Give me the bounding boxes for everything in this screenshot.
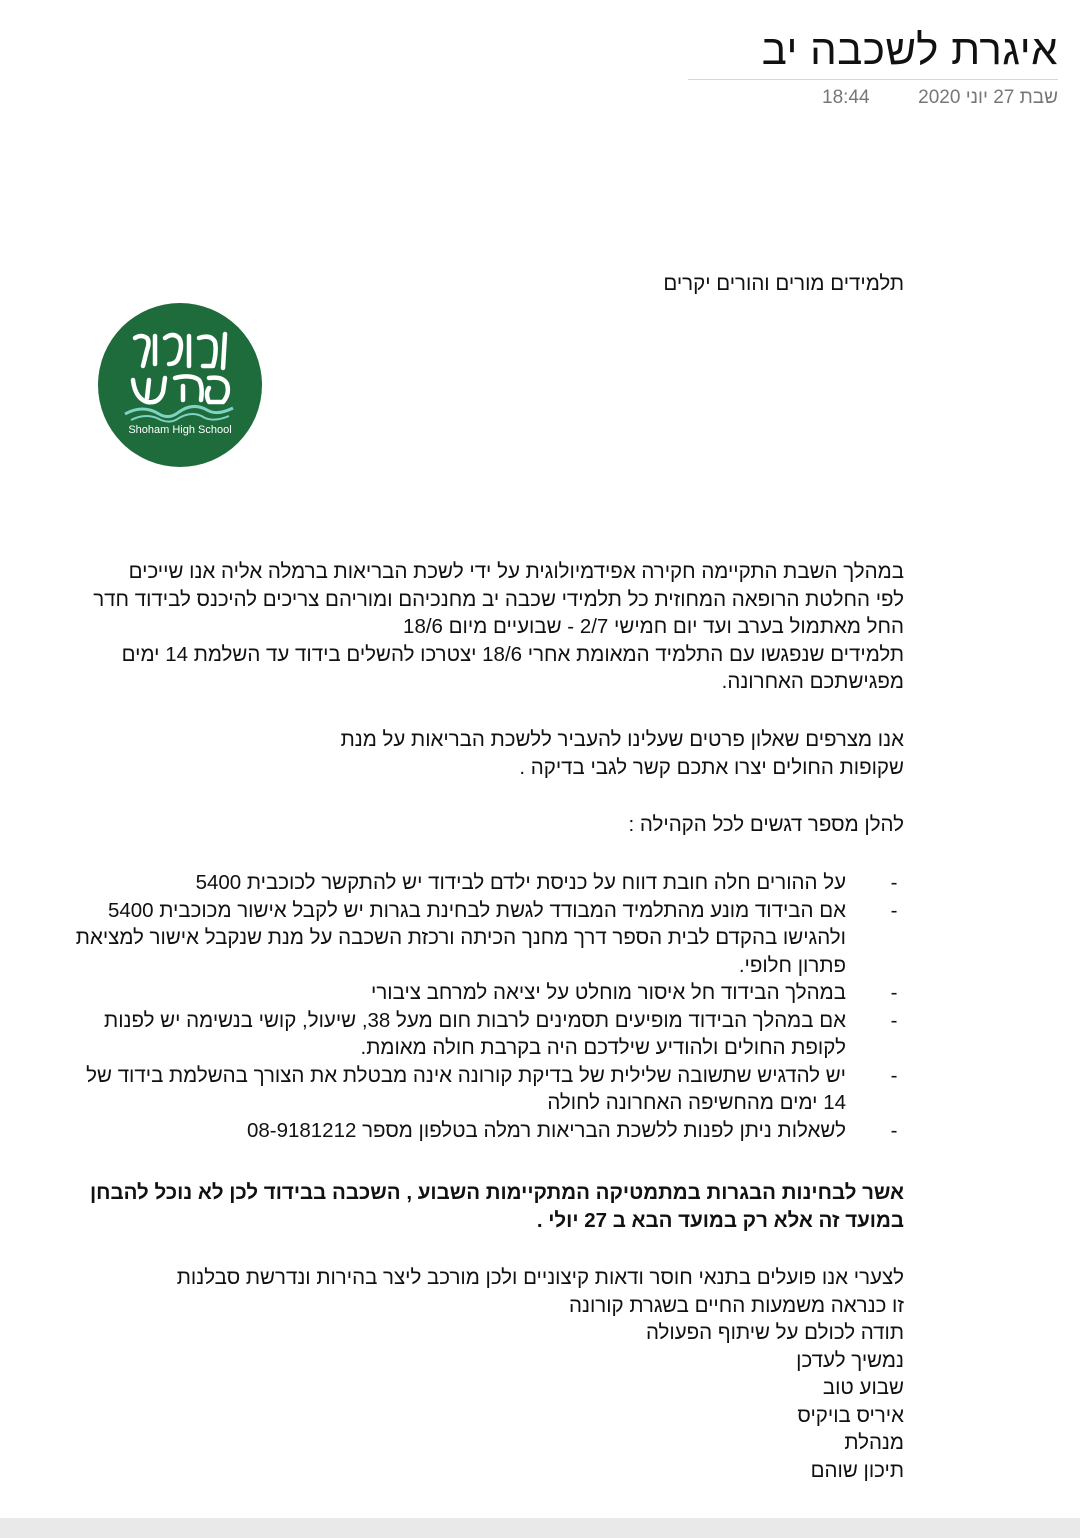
list-item-line: פתרון חלופי. bbox=[738, 953, 846, 977]
closing-signature bbox=[30, 1264, 904, 1484]
list-item-line: על ההורים חלה חובת דווח על כניסת ילדם לבידוד יש להתקשר לכוכבית 5400 bbox=[195, 871, 846, 894]
exam-notice-line: אשר לבחינות הבגרות במתמטיקה המתקיימות השבוע , השכבה בבידוד לכן לא נוכל להבחן bbox=[89, 1181, 904, 1204]
list-item-line: 14 ימים מהחשיפה האחרונה לחולה bbox=[547, 1091, 846, 1114]
closing-line: לצערי אנו פועלים בתנאי חוסר ודאות קיצוניים ולכן מורכב ליצר בהירות ונדרשת סבלנות bbox=[176, 1266, 904, 1289]
paragraph-isolation-decision bbox=[30, 558, 904, 696]
exam-notice-line: במועד זה אלא רק במועד הבא ב 27 יולי . bbox=[536, 1208, 904, 1232]
list-item-line: אם במהלך הבידוד מופיעים תסמינים לרבות חום מעל 38, שיעול, קושי בנשימה יש לפנות bbox=[104, 1008, 846, 1032]
bullet-dash: - bbox=[890, 1118, 898, 1142]
paragraph-line: לפי החלטת הרופאה המחוזית כל תלמידי שכבה יב מחנכיהם ומוריהם צריכים להיכנס לבידוד חדר bbox=[93, 587, 904, 611]
logo-english-text: Shoham High School bbox=[128, 424, 232, 436]
list-item-line: אם הבידוד מונע מהתלמיד המבודד לגשת לבחינת בגרות יש לקבל אישור מכוכבית 5400 bbox=[107, 898, 846, 922]
list-item bbox=[30, 897, 904, 980]
signer-role: מנהלת bbox=[844, 1431, 904, 1454]
list-item bbox=[30, 979, 904, 1007]
page-title: איגרת לשכבה יב bbox=[761, 26, 1058, 73]
closing-line: תודה לכולם על שיתוף הפעולה bbox=[645, 1321, 904, 1344]
closing-line: זו כנראה משמעות החיים בשגרת קורונה bbox=[568, 1293, 904, 1317]
emphasis-intro bbox=[30, 811, 904, 839]
paragraph-questionnaire bbox=[30, 726, 904, 781]
greeting-line: תלמידים מורים והורים יקרים bbox=[663, 272, 904, 295]
post-date: שבת 27 יוני 2020 bbox=[918, 87, 1058, 108]
bullet-dash: - bbox=[890, 981, 898, 1004]
bullet-dash: - bbox=[890, 1063, 898, 1087]
signer-name: איריס בויקיס bbox=[797, 1403, 904, 1427]
list-item bbox=[30, 1117, 904, 1145]
list-item-line: במהלך הבידוד חל איסור מוחלט על יציאה למרחב ציבורי bbox=[371, 981, 846, 1004]
school-logo bbox=[97, 302, 263, 468]
bullet-dash: - bbox=[890, 898, 898, 922]
list-item-line: יש להדגיש שתשובה שלילית של בדיקת קורונה אינה מבטלת את הצורך בהשלמת בידוד של bbox=[86, 1063, 846, 1087]
paragraph-line: במהלך השבת התקיימה חקירה אפידמיולוגית על ידי לשכת הבריאות ברמלה אליה אנו שייכים bbox=[128, 560, 904, 583]
paragraph-line: מפגישתכם האחרונה. bbox=[721, 670, 904, 693]
paragraph-line: החל מאתמול בערב ועד יום חמישי 2/7 - שבועיים מיום 18/6 bbox=[403, 615, 904, 638]
greeting bbox=[30, 270, 904, 298]
closing-line: נמשיך לעדכן bbox=[796, 1348, 904, 1372]
paragraph-line: שקופות החולים יצרו אתכם קשר לגבי בדיקה . bbox=[519, 755, 904, 779]
closing-line: שבוע טוב bbox=[822, 1376, 904, 1399]
list-item-line: לקופת החולים ולהודיע שילדכם היה בקרבת חולה מאומת. bbox=[360, 1036, 846, 1059]
list-item-line: לשאלות ניתן לפנות ללשכת הבריאות רמלה בטלפון מספר 08-9181212 bbox=[246, 1118, 846, 1142]
bullet-dash: - bbox=[890, 871, 898, 894]
list-item bbox=[30, 869, 904, 897]
paragraph-line: תלמידים שנפגשו עם התלמיד המאומת אחרי 18/6 יצטרכו להשלים בידוד עד השלמת 14 ימים bbox=[121, 642, 904, 666]
post-time: 18:44 bbox=[822, 87, 870, 108]
title-divider bbox=[688, 79, 1058, 80]
list-item-line: ולהגישו בהקדם לבית הספר דרך מחנך הכיתה ורכזת השכבה על מנת שנקבל אישור למציאת bbox=[75, 926, 846, 949]
bullet-dash: - bbox=[890, 1008, 898, 1032]
list-item bbox=[30, 1062, 904, 1117]
school-name: תיכון שוהם bbox=[810, 1458, 904, 1482]
exam-notice bbox=[30, 1179, 904, 1234]
emphasis-list bbox=[30, 869, 904, 1144]
emphasis-intro-line: להלן מספר דגשים לכל הקהילה : bbox=[628, 813, 904, 836]
list-item bbox=[30, 1007, 904, 1062]
paragraph-line: אנו מצרפים שאלון פרטים שעלינו להעביר ללשכת הבריאות על מנת bbox=[340, 728, 904, 751]
bottom-bar bbox=[0, 1518, 1080, 1538]
